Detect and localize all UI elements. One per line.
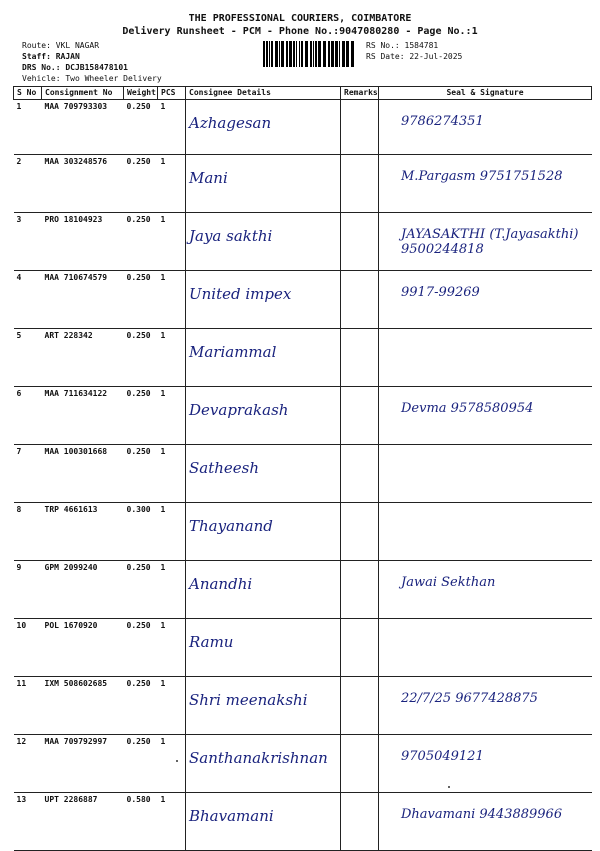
cell-consignee-name: United impex xyxy=(186,271,341,329)
cell-sno: 1 xyxy=(14,100,42,155)
cell-remarks xyxy=(341,271,379,329)
cell-consignee-name: Anandhi xyxy=(186,561,341,619)
cell-signature: 9917-99269 xyxy=(379,271,592,329)
cell-signature xyxy=(379,445,592,503)
cell-pcs: 1 xyxy=(158,735,186,793)
cell-sno: 13 xyxy=(14,793,42,851)
cell-weight: 0.250 xyxy=(124,677,158,735)
vehicle-label: Vehicle: Two Wheeler Delivery xyxy=(22,74,162,83)
cell-signature: JAYASAKTHI (T.Jayasakthi) 9500244818 xyxy=(379,213,592,271)
cell-signature xyxy=(379,503,592,561)
cell-weight: 0.250 xyxy=(124,271,158,329)
cell-weight: 0.250 xyxy=(124,155,158,213)
table-row xyxy=(14,329,592,387)
table-row xyxy=(14,271,592,329)
cell-remarks xyxy=(341,445,379,503)
cell-pcs: 1 xyxy=(158,329,186,387)
cell-weight: 0.300 xyxy=(124,503,158,561)
barcode xyxy=(263,41,355,67)
rs-date: RS Date: 22-Jul-2025 xyxy=(366,52,463,61)
cell-remarks xyxy=(341,677,379,735)
barcode-bar xyxy=(279,41,280,67)
cell-signature: 9705049121 xyxy=(379,735,592,793)
col-pcs: PCS xyxy=(158,87,186,100)
cell-signature: 9786274351 xyxy=(379,100,592,155)
barcode-bar xyxy=(318,41,321,67)
cell-pcs: 1 xyxy=(158,445,186,503)
cell-remarks xyxy=(341,213,379,271)
cell-consignee-name: Ramu xyxy=(186,619,341,677)
table-row xyxy=(14,735,592,793)
cell-consignment-no: TRP 4661613 xyxy=(42,503,124,561)
route-label: Route: VKL NAGAR xyxy=(22,41,100,50)
runsheet-info-right xyxy=(366,40,462,62)
cell-weight: 0.250 xyxy=(124,561,158,619)
barcode-bar xyxy=(335,41,338,67)
cell-consignment-no: MAA 711634122 xyxy=(42,387,124,445)
cell-remarks xyxy=(341,387,379,445)
table-header-row xyxy=(14,87,592,100)
cell-consignment-no: MAA 710674579 xyxy=(42,271,124,329)
drs-number: DRS No.: DCJB158478101 xyxy=(22,63,128,72)
cell-consignee-name: Santhanakrishnan xyxy=(186,735,341,793)
barcode-bar xyxy=(323,41,326,67)
cell-weight: 0.250 xyxy=(124,619,158,677)
barcode-bar xyxy=(346,41,349,67)
col-weight: Weight xyxy=(124,87,158,100)
cell-consignment-no: MAA 303248576 xyxy=(42,155,124,213)
runsheet-table xyxy=(13,86,592,851)
cell-sno: 10 xyxy=(14,619,42,677)
table-row xyxy=(14,619,592,677)
cell-consignee-name: Mani xyxy=(186,155,341,213)
cell-consignment-no: IXM 508602685 xyxy=(42,677,124,735)
cell-pcs: 1 xyxy=(158,387,186,445)
cell-weight: 0.250 xyxy=(124,100,158,155)
cell-signature: 22/7/25 9677428875 xyxy=(379,677,592,735)
cell-consignment-no: PRO 18104923 xyxy=(42,213,124,271)
cell-consignment-no: POL 1670920 xyxy=(42,619,124,677)
cell-remarks xyxy=(341,793,379,851)
cell-consignment-no: UPT 2286887 xyxy=(42,793,124,851)
table-row xyxy=(14,793,592,851)
cell-signature: M.Pargasm 9751751528 xyxy=(379,155,592,213)
barcode-bar xyxy=(305,41,308,67)
cell-weight: 0.250 xyxy=(124,735,158,793)
barcode-bar xyxy=(293,41,295,67)
barcode-bar xyxy=(313,41,314,67)
cell-pcs: 1 xyxy=(158,619,186,677)
col-consignee: Consignee Details xyxy=(186,87,341,100)
cell-pcs: 1 xyxy=(158,100,186,155)
barcode-bar xyxy=(301,41,303,67)
cell-consignment-no: MAA 100301668 xyxy=(42,445,124,503)
col-signature: Seal & Signature xyxy=(379,87,592,100)
company-title: THE PROFESSIONAL COURIERS, COIMBATORE xyxy=(188,13,412,24)
rs-number: RS No.: 1584781 xyxy=(366,41,439,50)
col-consignment: Consignment No xyxy=(42,87,124,100)
cell-consignee-name: Thayanand xyxy=(186,503,341,561)
cell-pcs: 1 xyxy=(158,271,186,329)
cell-sno: 4 xyxy=(14,271,42,329)
cell-sno: 5 xyxy=(14,329,42,387)
barcode-bar xyxy=(299,41,300,67)
barcode-bar xyxy=(271,41,273,67)
table-row xyxy=(14,213,592,271)
cell-sno: 7 xyxy=(14,445,42,503)
cell-consignee-name: Jaya sakthi xyxy=(186,213,341,271)
cell-remarks xyxy=(341,619,379,677)
barcode-bar xyxy=(275,41,278,67)
table-row xyxy=(14,503,592,561)
scan-speck xyxy=(448,786,450,788)
cell-remarks xyxy=(341,561,379,619)
staff-label: Staff: RAJAN xyxy=(22,52,80,61)
cell-sno: 6 xyxy=(14,387,42,445)
cell-signature xyxy=(379,329,592,387)
cell-consignment-no: ART 228342 xyxy=(42,329,124,387)
cell-signature: Dhavamani 9443889966 xyxy=(379,793,592,851)
table-row xyxy=(14,155,592,213)
cell-sno: 12 xyxy=(14,735,42,793)
barcode-bar xyxy=(286,41,288,67)
barcode-bar xyxy=(328,41,330,67)
barcode-bar xyxy=(331,41,334,67)
col-remarks: Remarks xyxy=(341,87,379,100)
barcode-bar xyxy=(296,41,297,67)
cell-sno: 2 xyxy=(14,155,42,213)
cell-consignee-name: Satheesh xyxy=(186,445,341,503)
runsheet-subtitle: Delivery Runsheet - PCM - Phone No.:9047080280 - Page No.:1 xyxy=(122,26,478,37)
cell-sno: 8 xyxy=(14,503,42,561)
barcode-bar xyxy=(342,41,345,67)
runsheet-info-left xyxy=(22,40,162,84)
barcode-bar xyxy=(339,41,340,67)
cell-consignment-no: MAA 709792997 xyxy=(42,735,124,793)
cell-signature: Jawai Sekthan xyxy=(379,561,592,619)
cell-remarks xyxy=(341,503,379,561)
scan-speck xyxy=(176,760,178,762)
barcode-bar xyxy=(315,41,317,67)
barcode-bar xyxy=(289,41,292,67)
cell-consignee-name: Mariammal xyxy=(186,329,341,387)
cell-sno: 9 xyxy=(14,561,42,619)
cell-remarks xyxy=(341,100,379,155)
cell-pcs: 1 xyxy=(158,213,186,271)
cell-sno: 3 xyxy=(14,213,42,271)
cell-remarks xyxy=(341,735,379,793)
table-row xyxy=(14,387,592,445)
col-sno: S No xyxy=(14,87,42,100)
cell-consignee-name: Azhagesan xyxy=(186,100,341,155)
cell-pcs: 1 xyxy=(158,793,186,851)
cell-pcs: 1 xyxy=(158,503,186,561)
cell-consignee-name: Bhavamani xyxy=(186,793,341,851)
cell-remarks xyxy=(341,155,379,213)
cell-sno: 11 xyxy=(14,677,42,735)
cell-signature xyxy=(379,619,592,677)
table-row xyxy=(14,100,592,155)
table-row xyxy=(14,561,592,619)
barcode-bar xyxy=(263,41,265,67)
cell-weight: 0.250 xyxy=(124,445,158,503)
cell-signature: Devma 9578580954 xyxy=(379,387,592,445)
cell-consignee-name: Shri meenakshi xyxy=(186,677,341,735)
cell-weight: 0.250 xyxy=(124,329,158,387)
cell-consignment-no: GPM 2099240 xyxy=(42,561,124,619)
table-row xyxy=(14,677,592,735)
cell-pcs: 1 xyxy=(158,155,186,213)
cell-weight: 0.250 xyxy=(124,213,158,271)
cell-weight: 0.580 xyxy=(124,793,158,851)
cell-consignment-no: MAA 709793303 xyxy=(42,100,124,155)
barcode-bar xyxy=(310,41,312,67)
cell-remarks xyxy=(341,329,379,387)
table-row xyxy=(14,445,592,503)
cell-pcs: 1 xyxy=(158,561,186,619)
cell-weight: 0.250 xyxy=(124,387,158,445)
cell-consignee-name: Devaprakash xyxy=(186,387,341,445)
barcode-bar xyxy=(269,41,270,67)
barcode-bar xyxy=(351,41,354,67)
barcode-bar xyxy=(281,41,284,67)
barcode-bar xyxy=(266,41,268,67)
cell-pcs: 1 xyxy=(158,677,186,735)
